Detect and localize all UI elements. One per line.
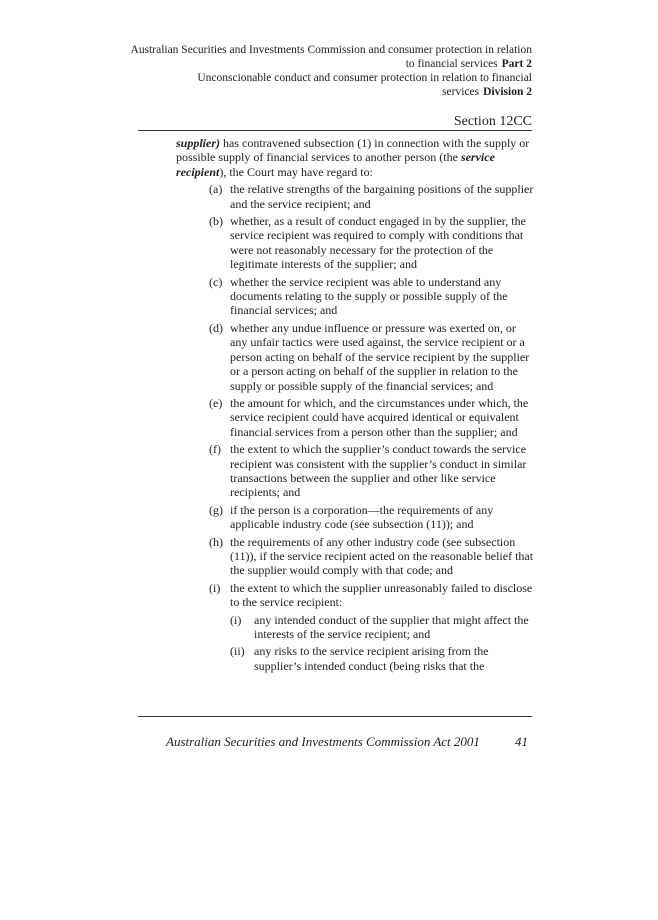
footer-rule bbox=[138, 716, 532, 717]
item-label: (h) bbox=[209, 534, 223, 549]
paragraph-item bbox=[176, 503, 536, 532]
running-header-line4 bbox=[442, 85, 532, 99]
subparagraph-item bbox=[176, 613, 536, 642]
item-label: (ii) bbox=[230, 644, 245, 659]
header-part-label: Part 2 bbox=[501, 58, 532, 70]
paragraph-item bbox=[176, 396, 536, 439]
running-header-line1: Australian Securities and Investments Commission and consumer protection in relation bbox=[130, 44, 532, 56]
header-part-text: to financial services bbox=[405, 58, 498, 70]
item-label: (f) bbox=[209, 442, 221, 457]
header-rule bbox=[138, 130, 532, 131]
intro-text-1: has contravened subsection (1) in connection with the supply or possible supply of financial services to another person (the bbox=[176, 136, 530, 165]
item-label: (e) bbox=[209, 395, 223, 410]
paragraph-item bbox=[176, 442, 536, 500]
item-label: (c) bbox=[209, 274, 223, 289]
item-label: (d) bbox=[209, 320, 223, 335]
subparagraph-list bbox=[176, 613, 536, 674]
paragraph-item bbox=[176, 321, 536, 393]
running-header-line2 bbox=[406, 57, 532, 71]
item-label: (b) bbox=[209, 214, 223, 229]
item-text: the amount for which, and the circumstances under which, the service recipient could have acquired identical or equivalent financial services from a person other than the supplier; and bbox=[230, 395, 529, 439]
header-division-text: services bbox=[442, 86, 480, 98]
running-header-line3: Unconscionable conduct and consumer protection in relation to financial bbox=[197, 72, 532, 84]
paragraph-item bbox=[176, 214, 536, 272]
item-label: (i) bbox=[230, 612, 242, 627]
item-text: any intended conduct of the supplier that might affect the interests of the service recipient; and bbox=[254, 612, 529, 641]
section-body bbox=[176, 136, 536, 676]
item-text: whether the service recipient was able to understand any documents relating to the supply or possible supply of the financial services; and bbox=[230, 274, 508, 318]
intro-paragraph bbox=[176, 136, 536, 179]
term-service-recipient: service recipient bbox=[176, 150, 495, 179]
intro-text-2: ), the Court may have regard to: bbox=[219, 164, 373, 179]
paragraph-item bbox=[176, 581, 536, 610]
item-text: whether any undue influence or pressure was exerted on, or any unfair tactics were used against, the service recipient or a person acting on behalf of the service recipient by the supplier or a person acting on behalf of the supplier in relation to the supply or possible supply of the financial services; and bbox=[230, 320, 530, 393]
item-label: (a) bbox=[209, 182, 223, 197]
footer-act-title: Australian Securities and Investments Commission Act 2001 bbox=[166, 734, 480, 749]
paragraph-item bbox=[176, 535, 536, 578]
item-label: (i) bbox=[209, 580, 221, 595]
item-text: any risks to the service recipient arising from the supplier’s intended conduct (being risks that the bbox=[254, 644, 489, 673]
paragraph-list bbox=[176, 182, 536, 609]
term-supplier: supplier) bbox=[176, 136, 221, 150]
item-text: whether, as a result of conduct engaged in by the supplier, the service recipient was required to comply with conditions that were not reasonably necessary for the protection of the legitimate interests of the supplier; and bbox=[230, 214, 526, 272]
item-text: the extent to which the supplier unreasonably failed to disclose to the service recipient: bbox=[230, 580, 533, 610]
item-text: if the person is a corporation—the requirements of any applicable industry code (see subsection (11)); and bbox=[230, 502, 494, 532]
item-text: the extent to which the supplier’s conduct towards the service recipient was consistent with the supplier’s conduct in similar transactions between the supplier and other like service recipients; and bbox=[230, 442, 527, 500]
footer bbox=[166, 734, 528, 750]
subparagraph-item bbox=[176, 644, 536, 673]
paragraph-item bbox=[176, 182, 536, 211]
header-division-label: Division 2 bbox=[483, 86, 532, 98]
item-text: the relative strengths of the bargaining positions of the supplier and the service recipient; and bbox=[230, 182, 534, 211]
page-number: 41 bbox=[515, 734, 528, 749]
section-title: Section 12CC bbox=[453, 114, 532, 129]
item-text: the requirements of any other industry code (see subsection (11)), if the service recipient acted on the reasonable belief that the supplier would comply with that code; and bbox=[230, 534, 534, 578]
item-label: (g) bbox=[209, 502, 223, 517]
paragraph-item bbox=[176, 275, 536, 318]
